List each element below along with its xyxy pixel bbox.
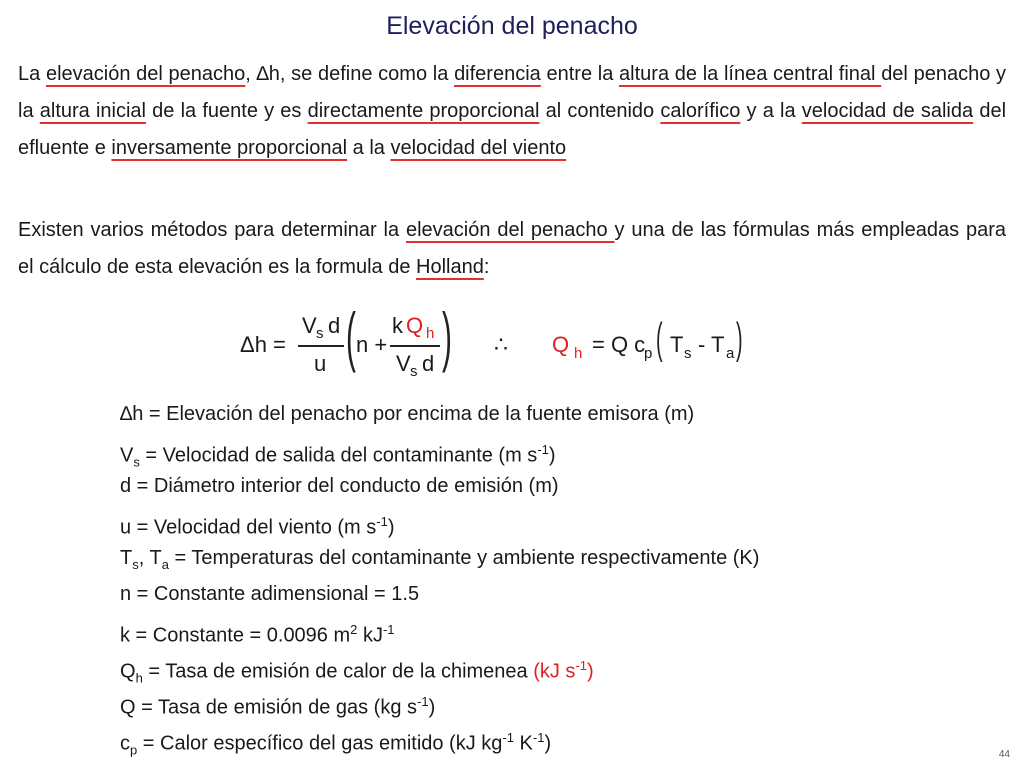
left-paren: ( xyxy=(346,299,356,373)
text: a la xyxy=(347,137,391,159)
text: y una de las fórmulas más empleadas para el cálculo de esta elevación es la formula de xyxy=(18,219,1006,278)
definition-qh xyxy=(120,648,759,684)
def-text: = Temperaturas del contaminante y ambiente respectivamente (K) xyxy=(168,547,760,569)
right-paren-small: ) xyxy=(736,314,743,363)
eq-lhs: Δh = xyxy=(240,332,286,357)
eq-k: k xyxy=(392,313,403,338)
underlined-term: altura inicial xyxy=(39,100,146,122)
eq-den2-v: V xyxy=(396,351,411,376)
def-sub: p xyxy=(130,742,138,758)
fraction-line xyxy=(298,345,344,347)
def-text: u = Velocidad del viento (m s xyxy=(120,516,377,539)
slide-title: Elevación del penacho xyxy=(386,12,638,40)
eq-num-d: d xyxy=(328,313,341,338)
def-end: ) xyxy=(428,696,436,719)
eq-n-plus: n + xyxy=(356,332,388,357)
eq-rhs-p: p xyxy=(644,345,653,362)
left-paren-small: ( xyxy=(656,314,663,363)
def-mid: K xyxy=(513,732,533,755)
definition-q xyxy=(120,684,759,720)
eq-rhs-a: a xyxy=(726,345,735,362)
def-sub: s xyxy=(132,557,139,572)
def-end: ) xyxy=(548,444,556,467)
def-text: d = Diámetro interior del conducto de emisión (m) xyxy=(120,475,559,497)
def-text: k = Constante = 0.0096 m xyxy=(120,624,351,647)
definition-k xyxy=(120,612,759,648)
definition-n xyxy=(120,576,759,612)
def-end: ) xyxy=(387,516,395,539)
text: , ∆h, se define como la xyxy=(245,63,455,85)
def-red-sup: -1 xyxy=(575,658,587,673)
def-sup: -1 xyxy=(532,730,545,745)
def-red-units: (kJ s xyxy=(533,660,576,683)
text: Existen varios métodos para determinar la xyxy=(18,219,406,241)
underlined-term: elevación del penacho xyxy=(45,63,246,85)
underlined-term: directamente proporcional xyxy=(307,100,540,122)
def-sub: h xyxy=(135,670,143,686)
def-sup: -1 xyxy=(537,442,549,457)
eq-num-v: V xyxy=(302,313,317,338)
text: del efluente e xyxy=(18,100,1007,159)
underlined-term: Holland xyxy=(416,256,484,278)
text: al contenido xyxy=(539,100,661,122)
text: : xyxy=(483,256,490,278)
definition-d xyxy=(120,468,759,504)
def-text: n = Constante adimensional = 1.5 xyxy=(120,583,420,605)
def-text: = Tasa de emisión de calor de la chimenea xyxy=(142,660,534,683)
eq-num-s: s xyxy=(316,325,324,342)
definition-ts-ta xyxy=(120,540,759,576)
def-text: ∆h = Elevación del penacho por encima de la fuente emisora (m) xyxy=(120,403,695,425)
underlined-term: calorífico xyxy=(660,100,741,122)
underlined-term: altura de la línea central final xyxy=(619,63,882,85)
eq-den2-d: d xyxy=(422,351,435,376)
fraction-line xyxy=(390,345,440,347)
def-end: ) xyxy=(544,732,552,755)
text: y a la xyxy=(740,100,802,122)
def-symbol: Q xyxy=(120,660,136,683)
underlined-term: velocidad de salida xyxy=(801,100,974,122)
def-symbol: T xyxy=(120,547,133,569)
eq-qh-q: Q xyxy=(406,313,424,338)
def-red-end: ) xyxy=(587,660,594,683)
def-sup: 2 xyxy=(350,622,358,637)
text: del penacho y la xyxy=(18,63,1007,122)
right-paren: ) xyxy=(442,299,452,373)
def-sub: s xyxy=(133,454,140,470)
eq-qh-h: h xyxy=(426,325,435,342)
def-sup: -1 xyxy=(376,514,388,529)
def-symbol: V xyxy=(120,444,134,467)
text: de la fuente y es xyxy=(145,100,308,122)
eq-rhs-minus: - T xyxy=(698,332,725,357)
holland-equation xyxy=(240,299,780,383)
underlined-term: inversamente proporcional xyxy=(111,137,348,159)
def-text: = Calor específico del gas emitido (kJ kg xyxy=(137,732,503,755)
text: La xyxy=(18,63,46,85)
eq-den2-s: s xyxy=(410,363,418,380)
eq-rhs-q: Q xyxy=(552,332,570,357)
paragraph-methods xyxy=(18,212,1006,286)
eq-rhs-s: s xyxy=(684,345,692,362)
definition-delta-h xyxy=(120,396,759,432)
definition-vs xyxy=(120,432,759,468)
paragraph-definition xyxy=(18,56,1006,167)
def-symbol: c xyxy=(120,732,130,755)
page-number: 44 xyxy=(998,749,1010,760)
def-sup: -1 xyxy=(382,622,395,637)
underlined-term: velocidad del viento xyxy=(390,137,567,159)
def-sup: -1 xyxy=(417,694,429,709)
definitions-list xyxy=(120,396,759,756)
underlined-term: diferencia xyxy=(454,63,541,85)
def-mid: kJ xyxy=(357,624,383,647)
eq-rhs-ts: T xyxy=(670,332,684,357)
def-sup: -1 xyxy=(502,730,514,745)
eq-rhs-eq: = Q c xyxy=(592,332,646,357)
def-mid: , T xyxy=(138,547,162,569)
underlined-term: elevación del penacho xyxy=(405,219,615,241)
definition-cp xyxy=(120,720,759,756)
def-text: Q = Tasa de emisión de gas (kg s xyxy=(120,696,418,719)
def-sub: a xyxy=(161,557,169,572)
definition-u xyxy=(120,504,759,540)
eq-den-u: u xyxy=(314,351,327,376)
def-text: = Velocidad de salida del contaminante (m s xyxy=(139,444,538,467)
therefore-symbol: ∴ xyxy=(494,332,508,357)
eq-rhs-h: h xyxy=(574,345,583,362)
text: entre la xyxy=(540,63,620,85)
